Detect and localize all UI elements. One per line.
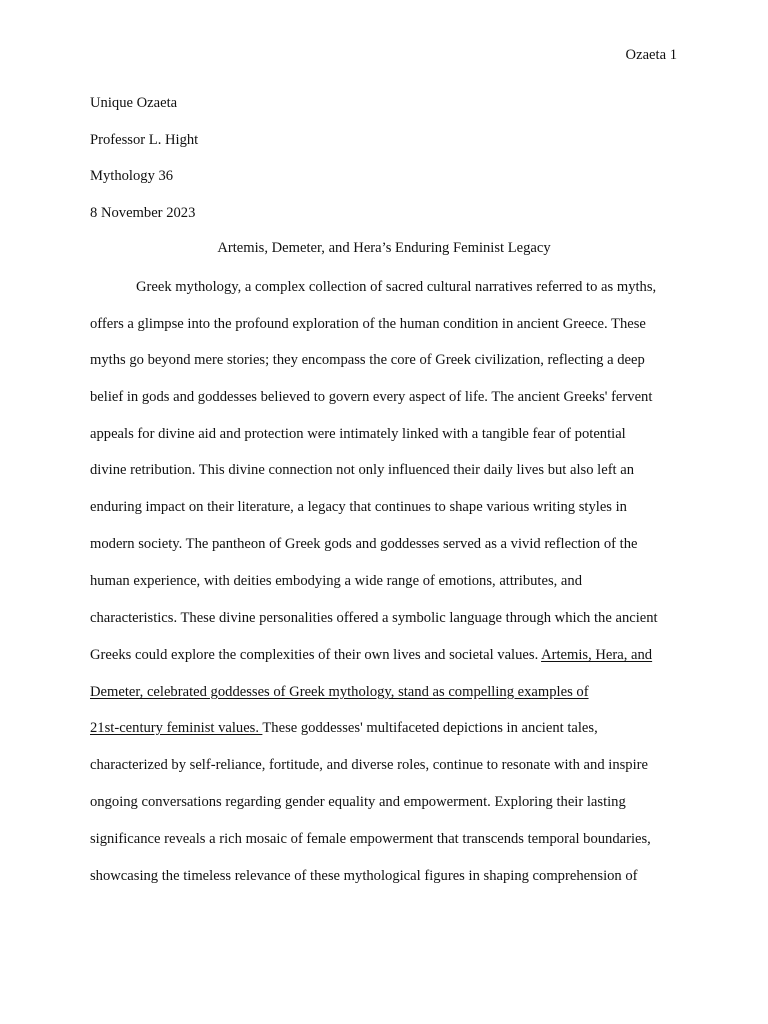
thesis-text: Demeter, celebrated goddesses of Greek mythology, stand as compelling examples of — [90, 684, 589, 700]
running-head: Ozaeta 1 — [625, 47, 677, 63]
thesis-text: Artemis, Hera, and — [541, 647, 653, 663]
body-text: These goddesses' multifaceted depictions in ancient tales, — [262, 720, 598, 736]
body-line: modern society. The pantheon of Greek gods and goddesses served as a vivid reflection of the — [90, 536, 638, 552]
essay-title: Artemis, Demeter, and Hera’s Enduring Feminist Legacy — [217, 240, 551, 256]
student-name: Unique Ozaeta — [90, 95, 178, 111]
body-line: belief in gods and goddesses believed to govern every aspect of life. The ancient Greeks' fervent — [90, 389, 653, 405]
body-line: showcasing the timeless relevance of these mythological figures in shaping comprehension of — [90, 868, 638, 884]
body-line: offers a glimpse into the profound exploration of the human condition in ancient Greece. These — [90, 316, 646, 332]
professor-name: Professor L. Hight — [90, 132, 199, 148]
body-line — [90, 720, 598, 737]
body-line: divine retribution. This divine connection not only influenced their daily lives but also left an — [90, 462, 635, 478]
body-line: ongoing conversations regarding gender equality and empowerment. Exploring their lasting — [90, 794, 626, 810]
body-line: enduring impact on their literature, a legacy that continues to shape various writing styles in — [90, 499, 627, 515]
body-line: Greek mythology, a complex collection of sacred cultural narratives referred to as myths, — [136, 279, 657, 295]
date: 8 November 2023 — [90, 205, 196, 221]
body-line: characterized by self-reliance, fortitude, and diverse roles, continue to resonate with and inspire — [90, 757, 648, 773]
body-line: myths go beyond mere stories; they encompass the core of Greek civilization, reflecting a deep — [90, 352, 645, 368]
course-name: Mythology 36 — [90, 168, 174, 184]
body-line: characteristics. These divine personalities offered a symbolic language through which the ancient — [90, 610, 658, 626]
body-line: significance reveals a rich mosaic of female empowerment that transcends temporal boundaries, — [90, 831, 651, 847]
body-text: Greeks could explore the complexities of their own lives and societal values. — [90, 647, 542, 663]
body-line: human experience, with deities embodying a wide range of emotions, attributes, and — [90, 573, 582, 589]
thesis-text: 21st-century feminist values. — [90, 720, 263, 736]
body-line — [90, 647, 652, 664]
body-line — [90, 684, 589, 701]
body-line: appeals for divine aid and protection were intimately linked with a tangible fear of potential — [90, 426, 626, 442]
